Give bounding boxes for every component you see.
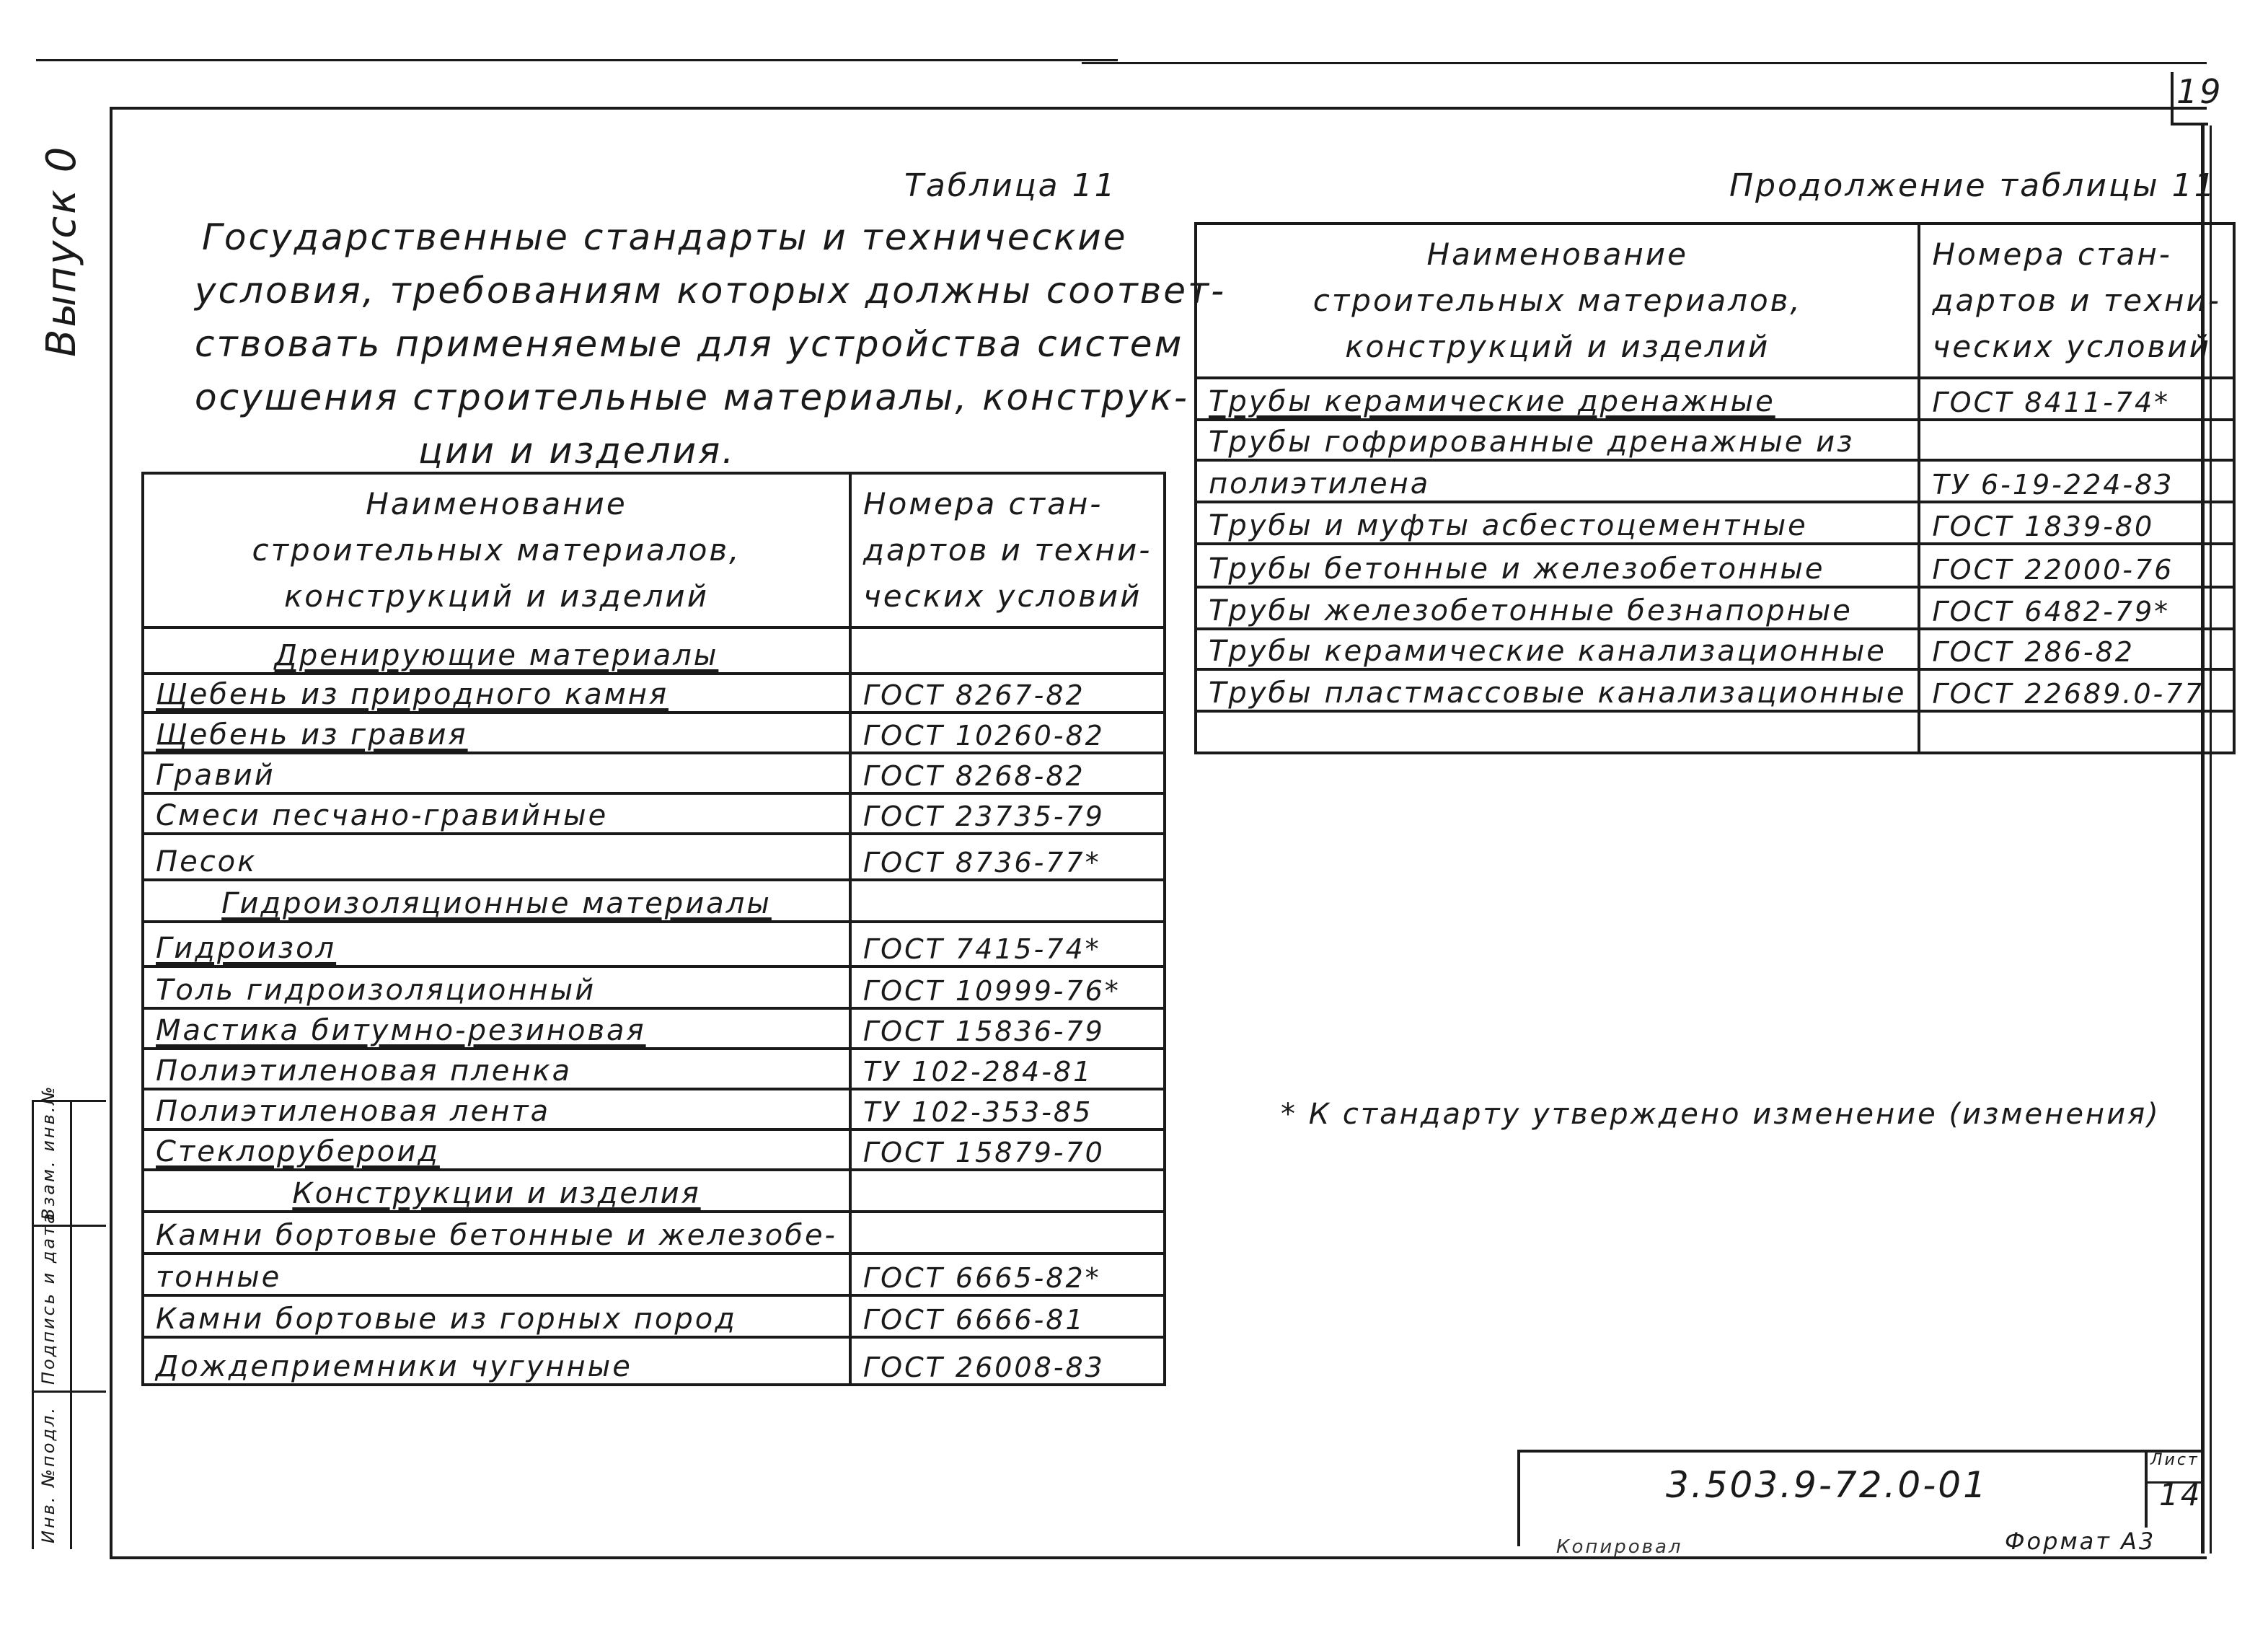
table-row — [143, 1212, 1165, 1253]
pipe-name: Трубы керамические канализационные — [1196, 629, 1919, 669]
material-name: Гравий — [143, 753, 850, 793]
header-code-line: ческих условий — [1932, 329, 2211, 364]
table-title-line: ции и изделия. — [418, 430, 736, 472]
material-name: Камни бортовые из горных пород — [143, 1295, 850, 1337]
standard-code: ТУ 102-284-81 — [850, 1049, 1165, 1089]
material-name: Камни бортовые бетонные и железобе- — [143, 1212, 850, 1253]
standard-code: ГОСТ 8268-82 — [850, 753, 1165, 793]
top-rule — [36, 59, 1118, 61]
standard-code: ГОСТ 10999-76* — [850, 966, 1165, 1008]
header-name-line: конструкций и изделий — [1345, 329, 1770, 364]
header-name-line: Наименование — [1426, 237, 1688, 272]
header-name-line: конструкций и изделий — [283, 578, 710, 614]
standard-code — [1919, 420, 2233, 460]
material-name: Стеклорубероид — [143, 1129, 850, 1170]
table-row — [143, 793, 1165, 834]
series-label: Выпуск 0 — [38, 144, 85, 357]
material-name: Полиэтиленовая лента — [143, 1089, 850, 1129]
stamp-label-signature: Подпись и дата — [38, 1211, 58, 1385]
table-title-line: осушения строительные материалы, конструк- — [195, 376, 1189, 418]
table-title-line: Государственные стандарты и технические — [202, 216, 1128, 258]
standard-code: ГОСТ 22689.0-77 — [1919, 669, 2233, 711]
standard-code: ГОСТ 22000-76 — [1919, 544, 2233, 587]
table-row — [1196, 669, 2234, 711]
material-name: Песок — [143, 834, 850, 880]
material-name: тонные — [143, 1253, 850, 1295]
standard-code — [850, 1212, 1165, 1253]
table-row — [1196, 587, 2234, 629]
standard-code: ГОСТ 15879-70 — [850, 1129, 1165, 1170]
standard-code: ГОСТ 15836-79 — [850, 1008, 1165, 1049]
header-code-cell — [850, 473, 1165, 627]
pipe-name: Трубы керамические дренажные — [1196, 378, 1919, 420]
section-title: Дренирующие материалы — [143, 627, 850, 674]
top-rule-right — [1082, 62, 2207, 64]
standard-code: ГОСТ 6482-79* — [1919, 587, 2233, 629]
material-name: Гидроизол — [143, 922, 850, 966]
standard-code: ГОСТ 26008-83 — [850, 1337, 1165, 1385]
material-name: Мастика битумно-резиновая — [143, 1008, 850, 1049]
material-name: Щебень из гравия — [143, 713, 850, 753]
section-row — [143, 880, 1165, 922]
section-title: Гидроизоляционные материалы — [143, 880, 850, 922]
material-name: Толь гидроизоляционный — [143, 966, 850, 1008]
header-code-line: дартов и техни- — [862, 532, 1152, 568]
material-name: Щебень из природного камня — [143, 674, 850, 713]
header-name-line: Наименование — [366, 486, 627, 521]
standard-code: ГОСТ 8736-77* — [850, 834, 1165, 880]
table-row — [143, 966, 1165, 1008]
table-row — [1196, 544, 2234, 587]
header-name-cell — [143, 473, 850, 627]
header-name-cell — [1196, 224, 1919, 378]
standard-code: ГОСТ 6666-81 — [850, 1295, 1165, 1337]
standard-code: ГОСТ 8411-74* — [1919, 378, 2233, 420]
standard-code — [1919, 711, 2233, 753]
standards-table-left — [141, 472, 1166, 1386]
stamp-divider — [70, 1102, 72, 1549]
sheet-number: 14 — [2159, 1477, 2202, 1512]
document-code: 3.503.9-72.0-01 — [1666, 1464, 1988, 1506]
pipe-name: Трубы железобетонные безнапорные — [1196, 587, 1919, 629]
copied-label: Копировал — [1556, 1536, 1683, 1558]
header-name-line: строительных материалов, — [1312, 283, 1802, 318]
table-row — [143, 753, 1165, 793]
standard-code: ГОСТ 6665-82* — [850, 1253, 1165, 1295]
footnote: * К стандарту утверждено изменение (изменения) — [1281, 1098, 2161, 1131]
standard-code: ГОСТ 1839-80 — [1919, 502, 2233, 544]
table-row — [143, 1089, 1165, 1129]
standard-code: ГОСТ 8267-82 — [850, 674, 1165, 713]
table-row — [143, 834, 1165, 880]
header-code-line: ческих условий — [862, 578, 1142, 614]
table-row — [143, 1129, 1165, 1170]
sheet-label: Лист — [2150, 1451, 2199, 1469]
standard-code — [850, 1170, 1165, 1212]
table-row — [143, 1253, 1165, 1295]
table-row — [143, 674, 1165, 713]
header-code-line: Номера стан- — [1932, 237, 2172, 272]
table-row — [143, 1008, 1165, 1049]
stamp-divider — [34, 1391, 106, 1393]
table-row — [1196, 378, 2234, 420]
standard-code: ГОСТ 10260-82 — [850, 713, 1165, 753]
table-title-line: ствовать применяемые для устройства систем — [195, 323, 1184, 365]
table-row — [143, 1049, 1165, 1089]
table-row — [1196, 460, 2234, 502]
standard-code: ТУ 102-353-85 — [850, 1089, 1165, 1129]
approval-stamp — [32, 1084, 106, 1549]
table-title-line: условия, требованиям которых должны соответ- — [195, 270, 1227, 312]
standard-code: ГОСТ 7415-74* — [850, 922, 1165, 966]
table-row — [143, 922, 1165, 966]
table-row — [1196, 711, 2234, 753]
pipe-name: Трубы и муфты асбестоцементные — [1196, 502, 1919, 544]
pipe-name: Трубы бетонные и железобетонные — [1196, 544, 1919, 587]
section-title: Конструкции и изделия — [143, 1170, 850, 1212]
pipe-name: Трубы гофрированные дренажные из — [1196, 420, 1919, 460]
material-name: Смеси песчано-гравийные — [143, 793, 850, 834]
table-row — [143, 713, 1165, 753]
standards-table-right — [1194, 222, 2236, 754]
material-name: Дождеприемники чугунные — [143, 1337, 850, 1385]
stamp-label-inv: Инв. №подл. — [38, 1406, 58, 1543]
header-code-line: дартов и техни- — [1932, 283, 2221, 318]
material-name: Полиэтиленовая пленка — [143, 1049, 850, 1089]
format-label: Формат А3 — [2005, 1528, 2156, 1555]
page-number: 19 — [2176, 72, 2223, 111]
pipe-name: полиэтилена — [1196, 460, 1919, 502]
table-row — [1196, 629, 2234, 669]
standard-code: ТУ 6-19-224-83 — [1919, 460, 2233, 502]
standard-code: ГОСТ 286-82 — [1919, 629, 2233, 669]
section-row — [143, 1170, 1165, 1212]
stamp-label-replace: Взам. инв.№ — [38, 1084, 58, 1220]
section-row — [143, 627, 1165, 674]
table-row — [143, 1337, 1165, 1385]
continuation-label: Продолжение таблицы 11 — [1729, 167, 2217, 204]
pipe-name — [1196, 711, 1919, 753]
header-code-cell — [1919, 224, 2233, 378]
header-name-line: строительных материалов, — [252, 532, 741, 568]
table-row — [143, 1295, 1165, 1337]
standard-code — [850, 627, 1165, 674]
table-number: Таблица 11 — [904, 167, 1117, 204]
table-row — [1196, 502, 2234, 544]
standard-code — [850, 880, 1165, 922]
header-code-line: Номера стан- — [862, 486, 1103, 521]
standard-code: ГОСТ 23735-79 — [850, 793, 1165, 834]
pipe-name: Трубы пластмассовые канализационные — [1196, 669, 1919, 711]
table-row — [1196, 420, 2234, 460]
